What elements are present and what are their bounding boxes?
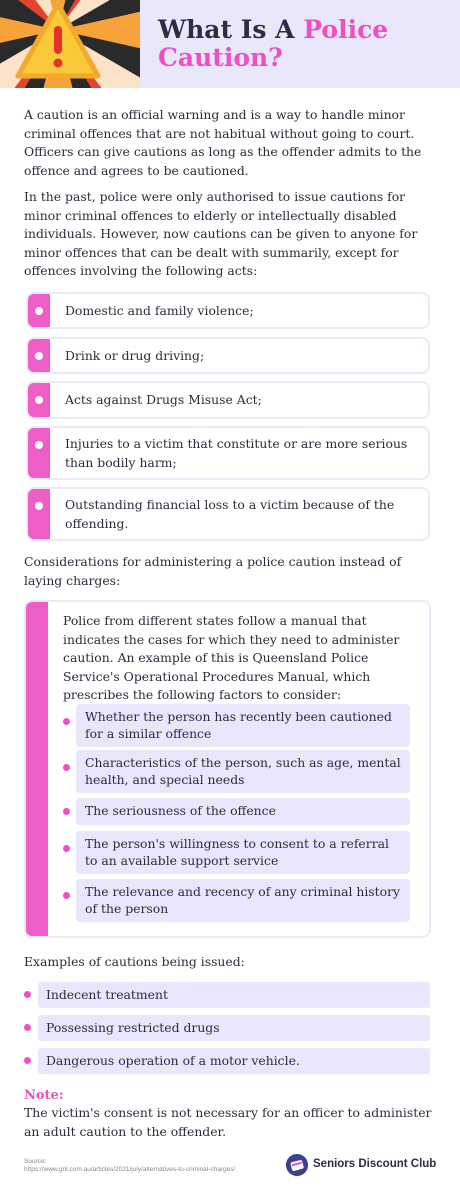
bullet-dot-icon — [35, 352, 43, 360]
bullet-dot-icon — [63, 808, 70, 815]
source-url[interactable]: https://www.gnl.com.au/articles/2021/july/alternatives-to-criminal-charges/ — [24, 1166, 236, 1173]
card-accent-bar — [28, 489, 50, 539]
examples-heading: Examples of cautions being issued: — [24, 954, 245, 969]
bullet-dot-icon — [24, 991, 31, 998]
considerations-heading: Considerations for administering a police caution instead of laying charges: — [24, 554, 402, 588]
act-text: Outstanding financial loss to a victim because of the offending. — [65, 497, 395, 531]
act-text: Injuries to a victim that constitute or are more serious than bodily harm; — [65, 436, 408, 470]
factor-item: The relevance and recency of any criminal history of the person — [76, 879, 410, 922]
considerations-box — [24, 600, 431, 938]
bullet-dot-icon — [24, 1024, 31, 1031]
title-part2: Caution? — [158, 43, 283, 72]
bullet-dot-icon — [24, 1057, 31, 1064]
bullet-dot-icon — [63, 764, 70, 771]
card-accent-bar — [28, 428, 50, 478]
factor-item: The seriousness of the offence — [76, 798, 410, 825]
act-text: Drink or drug driving; — [65, 348, 205, 363]
example-item: Indecent treatment — [38, 982, 430, 1008]
act-card — [26, 426, 430, 480]
header-banner — [0, 0, 460, 88]
example-item: Dangerous operation of a motor vehicle. — [38, 1048, 430, 1074]
page-title — [158, 16, 448, 72]
bullet-dot-icon — [63, 892, 70, 899]
example-item: Possessing restricted drugs — [38, 1015, 430, 1041]
brand[interactable] — [286, 1154, 446, 1178]
intro-paragraph-1: A caution is an official warning and is a way to handle minor criminal offences that are not habitual without going to court. Officers can give cautions as long as the offender admits to the offence and agrees to be cautioned. — [24, 107, 422, 178]
factor-item: The person's willingness to consent to a referral to an available support service — [76, 831, 410, 874]
intro-paragraph-2: In the past, police were only authorised to issue cautions for minor criminal offences to elderly or intellectually disabled individuals. However, now cautions can be given to anyone for minor offences that can be dealt with summarily, except for offences involving the following acts: — [24, 189, 418, 278]
brand-name: Seniors Discount Club — [313, 1158, 437, 1170]
act-text: Acts against Drugs Misuse Act; — [65, 392, 262, 407]
bullet-dot-icon — [35, 307, 43, 315]
act-card — [26, 292, 430, 329]
bullet-dot-icon — [35, 441, 43, 449]
title-accent: Police — [303, 15, 389, 44]
warning-triangle-icon — [0, 0, 140, 88]
seniors-discount-club-logo-icon — [286, 1154, 308, 1176]
factor-item: Characteristics of the person, such as age, mental health, and special needs — [76, 750, 410, 793]
title-part1: What Is A — [158, 15, 304, 44]
act-card — [26, 381, 430, 419]
source-label: Source: — [24, 1158, 47, 1165]
footer — [0, 1148, 460, 1200]
act-card — [26, 487, 430, 541]
act-card — [26, 337, 430, 374]
bullet-dot-icon — [35, 396, 43, 404]
bullet-dot-icon — [63, 845, 70, 852]
factor-item: Whether the person has recently been cautioned for a similar offence — [76, 704, 410, 747]
bullet-dot-icon — [35, 502, 43, 510]
bullet-dot-icon — [63, 718, 70, 725]
act-text: Domestic and family violence; — [65, 303, 254, 318]
considerations-intro: Police from different states follow a manual that indicates the cases for which they need to administer caution. An example of this is Queensland Police Service's Operational Procedures Manual, which prescribes the following factors to consider: — [63, 613, 400, 702]
note-text: The victim's consent is not necessary for an officer to administer an adult caution to the offender. — [24, 1105, 432, 1139]
note-label: Note: — [24, 1088, 64, 1103]
box-accent-bar — [26, 602, 48, 936]
